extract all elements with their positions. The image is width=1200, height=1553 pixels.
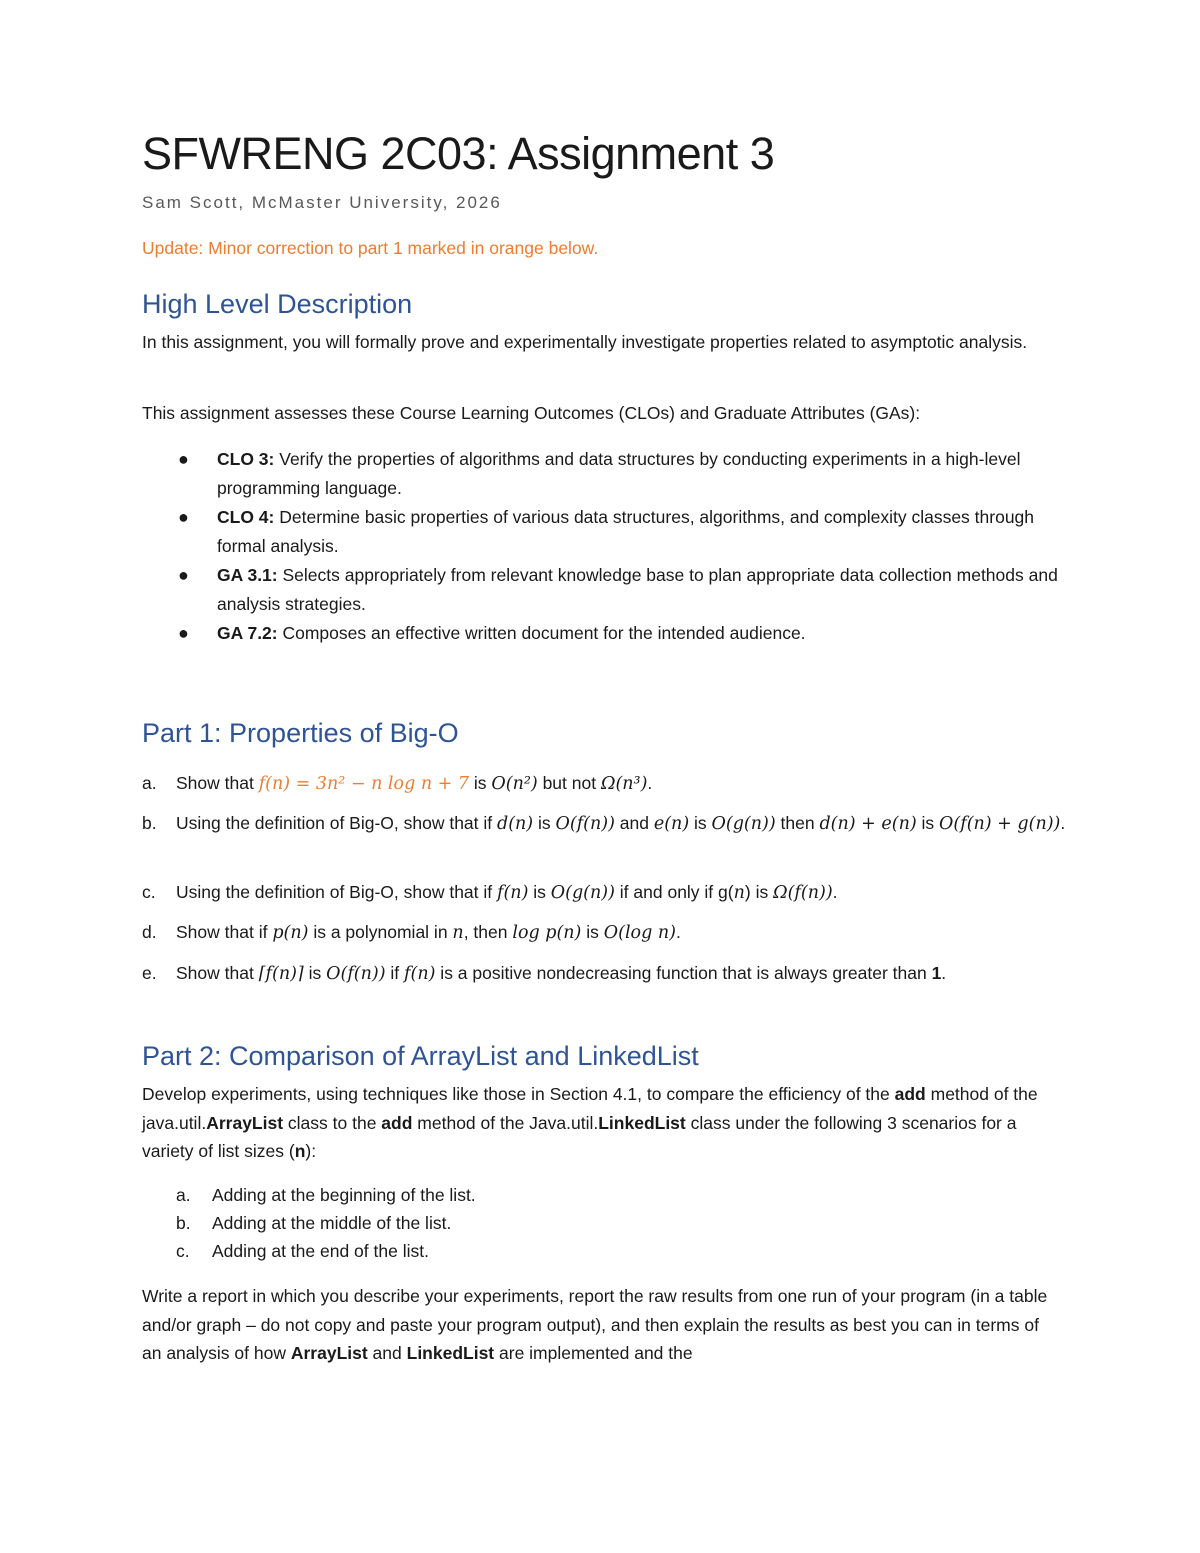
math-expression: O(f(n)) [555,814,615,834]
math-expression: p(n) [272,923,309,943]
heading-part-1: Part 1: Properties of Big-O [142,718,459,748]
item-text: 1 [931,963,942,983]
math-expression: O(f(n)) [326,964,386,984]
item-text: Using the definition of Big-O, show that if [176,813,497,833]
math-expression: O(log n) [603,923,676,943]
list-item [142,918,1072,948]
code-term: LinkedList [406,1343,495,1363]
item-text: is a polynomial in [308,922,453,942]
item-text: Adding at the end of the list. [212,1241,429,1262]
math-expression: O(n²) [491,774,538,794]
item-text: . [1060,813,1066,833]
code-term: add [381,1112,413,1133]
outcome-label: CLO 4: [217,507,275,527]
item-text: is [469,773,492,793]
item-text: is a positive nondecreasing function that is always greater than [435,963,932,983]
item-text: Adding at the middle of the list. [212,1213,452,1234]
heading-high-level-description: High Level Description [142,289,413,319]
item-letter: e. [142,963,157,983]
item-text: is [303,963,327,983]
item-text: is [581,922,604,942]
bullet-icon: ● [178,507,189,527]
list-item [142,878,1072,908]
item-letter: a. [142,773,157,793]
item-text: , then [463,922,513,942]
bullet-icon: ● [178,449,189,469]
scenario-list [142,1181,476,1266]
outcome-text: Verify the properties of algorithms and data structures by conducting experiments in a high-level programming language. [217,449,1021,498]
list-item [142,503,1062,560]
document-subtitle: Sam Scott, McMaster University, 2026 [142,193,502,212]
item-text: Show that if [176,922,273,942]
para-text: class to the [283,1112,382,1133]
outcome-label: GA 3.1: [217,565,278,585]
para-text: class under the following 3 scenarios for a variety of list sizes ( [142,1112,1017,1161]
item-letter: b. [142,813,157,833]
item-text: then [775,813,820,833]
math-expression: f(n) [404,964,436,984]
item-text: Show that [176,773,259,793]
item-text: Using the definition of Big-O, show that if [176,882,497,902]
item-letter: d. [142,922,157,942]
outcomes-paragraph: This assignment assesses these Course Learning Outcomes (CLOs) and Graduate Attributes (GAs): [142,403,921,423]
item-letter: b. [176,1213,191,1234]
item-text: is [689,813,712,833]
heading-part-2: Part 2: Comparison of ArrayList and LinkedList [142,1041,699,1071]
code-term: LinkedList [598,1112,686,1133]
part2-intro-paragraph [142,1080,1052,1166]
math-expression: n [452,923,464,943]
math-expression: Ω(n³) [600,774,648,794]
math-expression: log p(n) [512,923,582,943]
update-notice: Update: Minor correction to part 1 marked in orange below. [142,238,599,258]
para-text: method of the Java.util. [412,1112,599,1133]
item-text: is [916,813,940,833]
bullet-icon: ● [178,623,189,643]
item-text: . [675,922,681,942]
outcomes-list [142,445,1062,649]
item-letter: c. [176,1241,190,1262]
outcome-label: CLO 3: [217,449,275,469]
math-expression: f(n) = 3n² − n log n + 7 [258,774,470,794]
item-text: and [614,813,654,833]
list-item [142,959,1072,989]
outcome-text: Determine basic properties of various data structures, algorithms, and complexity classes through formal analysis. [217,507,1035,556]
list-item [142,769,1072,799]
math-expression: ⌈f(n)⌉ [258,964,304,984]
list-item [142,809,1072,839]
part1-item-a [142,769,1072,799]
math-expression: O(f(n) + g(n)) [939,814,1061,834]
para-text: Develop experiments, using techniques like those in Section 4.1, to compare the efficiency of the [142,1084,895,1104]
list-item [142,561,1062,618]
part1-item-d [142,918,1072,948]
item-text: but not [537,773,601,793]
part1-item-e [142,959,1072,989]
part1-item-c [142,878,1072,908]
math-expression: d(n) + e(n) [819,814,917,834]
math-expression: e(n) [653,814,690,834]
para-text: Write a report in which you describe your experiments, report the raw results from one run of your program (in a table and/or graph – do not copy and paste your program output), and then explain the results as best you can in terms of an analysis of how [142,1286,1048,1363]
math-expression: O(g(n)) [550,883,615,903]
item-text: . [832,882,838,902]
math-expression: d(n) [497,814,534,834]
bullet-icon: ● [178,565,189,585]
part1-item-b [142,809,1072,839]
outcome-label: GA 7.2: [217,623,278,643]
code-term: ArrayList [290,1343,368,1363]
item-letter: a. [176,1185,191,1205]
item-text: . [647,773,653,793]
para-text: and [367,1343,407,1363]
para-text: are implemented and the [494,1343,693,1363]
list-item [142,1181,476,1209]
item-text: is [533,813,556,833]
item-text: Adding at the beginning of the list. [212,1185,476,1205]
list-item [142,1209,476,1237]
item-letter: c. [142,882,156,902]
para-text: ): [305,1141,317,1161]
item-text: . [941,963,947,983]
outcome-text: Composes an effective written document for the intended audience. [277,623,806,643]
intro-paragraph: In this assignment, you will formally prove and experimentally investigate properties related to asymptotic analysis. [142,332,1028,352]
code-term: n [294,1141,306,1161]
code-term: add [894,1084,926,1104]
item-text: is [528,882,551,902]
outcome-text: Selects appropriately from relevant knowledge base to plan appropriate data collection methods and analysis strategies. [217,565,1058,614]
math-expression: n [733,883,745,903]
list-item [142,445,1062,502]
list-item [142,619,1062,648]
math-expression: O(g(n)) [711,814,776,834]
math-expression: f(n) [497,883,529,903]
item-text: if [385,963,405,983]
item-text: Show that [176,963,259,983]
report-paragraph [142,1282,1052,1368]
code-term: ArrayList [206,1112,284,1133]
math-expression: Ω(f(n)) [773,883,833,903]
document-title: SFWRENG 2C03: Assignment 3 [142,128,775,179]
item-text: if and only if g( [614,882,734,902]
item-text: ) is [744,882,774,902]
para-text: method of the java.util. [142,1084,1038,1133]
list-item [142,1237,476,1265]
